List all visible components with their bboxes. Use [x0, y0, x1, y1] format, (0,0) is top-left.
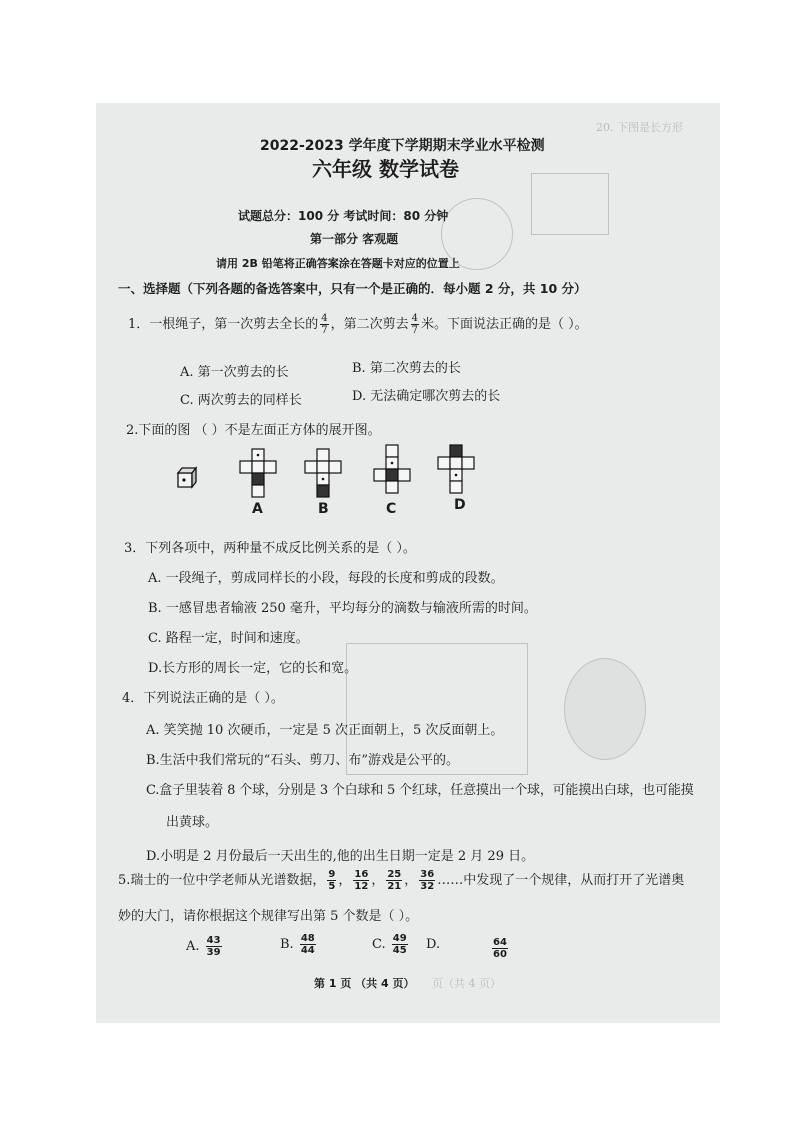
section-heading: 一、选择题（下列各题的备选答案中，只有一个是正确的．每小题 2 分，共 10 分）	[118, 281, 587, 296]
bleed-through-text: 20. 下图是长方形	[596, 121, 683, 134]
cube-nets-figure	[166, 441, 496, 519]
exam-page	[96, 103, 720, 1023]
question-1-stem: 1．一根绳子，第一次剪去全长的 $\frac{4}{7}$ ，第二次剪去 $\frac{4}{7}$ 米。下面说法正确的是（ ）。	[128, 313, 588, 336]
question-4-option-a: A. 笑笑抛 10 次硬币，一定是 5 次正面朝上，5 次反面朝上。	[146, 723, 504, 738]
cube-net-d	[438, 445, 474, 493]
option-a-fraction: $\frac{43}{39}$	[206, 935, 221, 958]
option-c-fraction: $\frac{49}{45}$	[392, 933, 407, 956]
option-b-fraction: $\frac{48}{44}$	[300, 933, 315, 956]
question-5-option-d-fraction-wrap	[490, 937, 510, 960]
question-3-option-d: D.长方形的周长一定，它的长和宽。	[148, 661, 358, 676]
sequence-fraction-2: $\frac{16}{12}$	[354, 869, 369, 892]
answer-card-instruction: 请用 2B 铅笔将正确答案涂在答题卡对应的位置上	[216, 257, 460, 270]
question-3-option-b: B. 一感冒患者输液 250 毫升，平均每分的滴数与输液所需的时间。	[148, 601, 537, 616]
exam-subtitle: 六年级 数学试卷	[312, 157, 459, 181]
question-4-option-c-line1: C.盒子里装着 8 个球，分别是 3 个白球和 5 个红球，任意摸出一个球，可能摸出白球，也可能摸	[146, 783, 694, 798]
question-1-option-b: B. 第二次剪去的长	[352, 361, 461, 376]
cube-net-c	[374, 445, 410, 493]
question-5-option-d: D.	[426, 937, 441, 952]
question-3-option-c: C. 路程一定，时间和速度。	[148, 631, 309, 646]
sequence-fraction-1: $\frac{9}{5}$	[328, 869, 336, 892]
cube-icon	[178, 468, 196, 487]
question-3-stem: 3．下列各项中，两种量不成反比例关系的是（ ）。	[124, 541, 416, 556]
sequence-fraction-3: $\frac{25}{21}$	[387, 869, 402, 892]
fraction-4-7: $\frac{4}{7}$	[321, 313, 328, 336]
question-5-stem: 5.瑞士的一位中学老师从光谱数据， $\frac{9}{5}$ ， $\frac{16}{12}$ ， $\frac{25}{21}$ ， $\frac{36}{32}$ ……中发现了一个规律，从而打开了光谱奥	[118, 869, 685, 892]
cube-net-label-d: D	[454, 497, 466, 513]
question-4-option-d: D.小明是 2 月份最后一天出生的,他的出生日期一定是 2 月 29 日。	[146, 849, 535, 864]
cube-net-label-c: C	[386, 501, 397, 517]
question-3-option-a: A. 一段绳子，剪成同样长的小段，每段的长度和剪成的段数。	[148, 571, 504, 586]
bleed-through-footer: 页（共 4 页）	[432, 977, 501, 990]
question-5-option-c: C. $\frac{49}{45}$	[372, 933, 407, 956]
bleed-through-pie-chart	[564, 658, 646, 760]
cube-net-b	[305, 449, 341, 497]
question-5-option-b: B. $\frac{48}{44}$	[280, 933, 315, 956]
cube-net-label-b: B	[318, 501, 329, 517]
page-footer: 第 1 页 （共 4 页）	[314, 977, 415, 990]
score-and-time: 试题总分：100 分 考试时间：80 分钟	[238, 209, 449, 223]
sequence-fraction-4: $\frac{36}{32}$	[420, 869, 435, 892]
option-d-fraction: $\frac{64}{60}$	[493, 937, 507, 960]
question-1-option-a: A. 第一次剪去的长	[180, 365, 289, 380]
cube-net-label-a: A	[252, 501, 263, 517]
question-4-option-c-line2: 出黄球。	[166, 815, 219, 830]
question-4-stem: 4．下列说法正确的是（ ）。	[122, 691, 284, 706]
part-heading: 第一部分 客观题	[310, 232, 399, 246]
question-2-stem: 2.下面的图 （ ）不是左面正方体的展开图。	[126, 423, 381, 438]
bleed-through-rectangle	[531, 173, 609, 235]
question-5-option-a: A. $\frac{43}{39}$	[186, 935, 221, 958]
cube-net-a	[240, 449, 276, 497]
exam-title: 2022-2023 学年度下学期期末学业水平检测	[260, 138, 545, 154]
question-1-option-d: D. 无法确定哪次剪去的长	[352, 389, 501, 404]
question-5-stem-line2: 妙的大门，请你根据这个规律写出第 5 个数是（ ）。	[118, 909, 419, 924]
fraction-4-7-meters: $\frac{4}{7}$	[411, 313, 419, 336]
question-4-option-b: B.生活中我们常玩的“石头、剪刀、布”游戏是公平的。	[146, 753, 459, 768]
question-1-option-c: C. 两次剪去的同样长	[180, 393, 302, 408]
